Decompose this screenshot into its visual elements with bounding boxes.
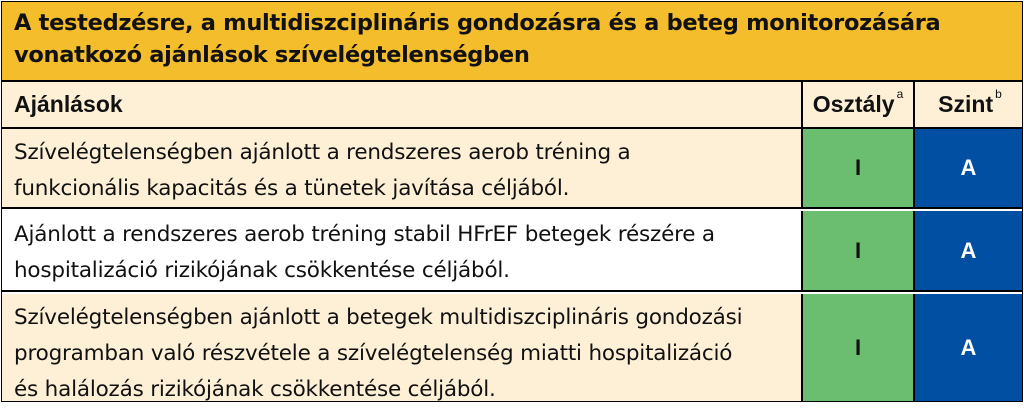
table-row bbox=[2, 211, 1022, 292]
recommendation-text bbox=[2, 211, 801, 290]
level-cell: A bbox=[913, 129, 1022, 207]
recommendation-line: programban való részvétele a szívelégtelenség miatti hospitalizáció bbox=[14, 341, 733, 366]
class-cell: I bbox=[801, 129, 913, 207]
header-class-footnote: a bbox=[896, 87, 904, 101]
table-row bbox=[2, 129, 1022, 209]
header-level bbox=[913, 82, 1024, 127]
level-cell: A bbox=[913, 211, 1022, 290]
table-header bbox=[2, 82, 1022, 129]
recommendation-text bbox=[2, 129, 801, 207]
header-class bbox=[801, 82, 913, 127]
header-level-label: Szint bbox=[938, 91, 994, 117]
recommendation-line: Szívelégtelenségben ajánlott a rendszeres aerob tréning a bbox=[14, 140, 631, 165]
header-recommendations: Ajánlások bbox=[14, 91, 123, 117]
recommendation-line: funkcionális kapacitás és a tünetek javítása céljából. bbox=[14, 176, 570, 201]
level-cell: A bbox=[913, 294, 1022, 401]
table-title: A testedzésre, a multidiszciplináris gondozásra és a beteg monitorozására vonatkozó ajánlások szívelégtelenségben bbox=[2, 2, 1022, 82]
header-level-footnote: b bbox=[995, 87, 1002, 101]
header-class-label: Osztály bbox=[812, 91, 895, 117]
recommendation-text bbox=[2, 294, 801, 401]
class-cell: I bbox=[801, 211, 913, 290]
recommendation-line: Szívelégtelenségben ajánlott a betegek multidiszciplináris gondozási bbox=[14, 305, 743, 330]
recommendation-line: és halálozás rizikójának csökkentése céljából. bbox=[14, 377, 496, 402]
recommendation-line: Ajánlott a rendszeres aerob tréning stabil HFrEF betegek részére a bbox=[14, 222, 715, 247]
recommendations-table bbox=[1, 1, 1023, 402]
recommendation-line: hospitalizáció rizikójának csökkentése céljából. bbox=[14, 258, 510, 283]
table-row bbox=[2, 294, 1022, 401]
class-cell: I bbox=[801, 294, 913, 401]
